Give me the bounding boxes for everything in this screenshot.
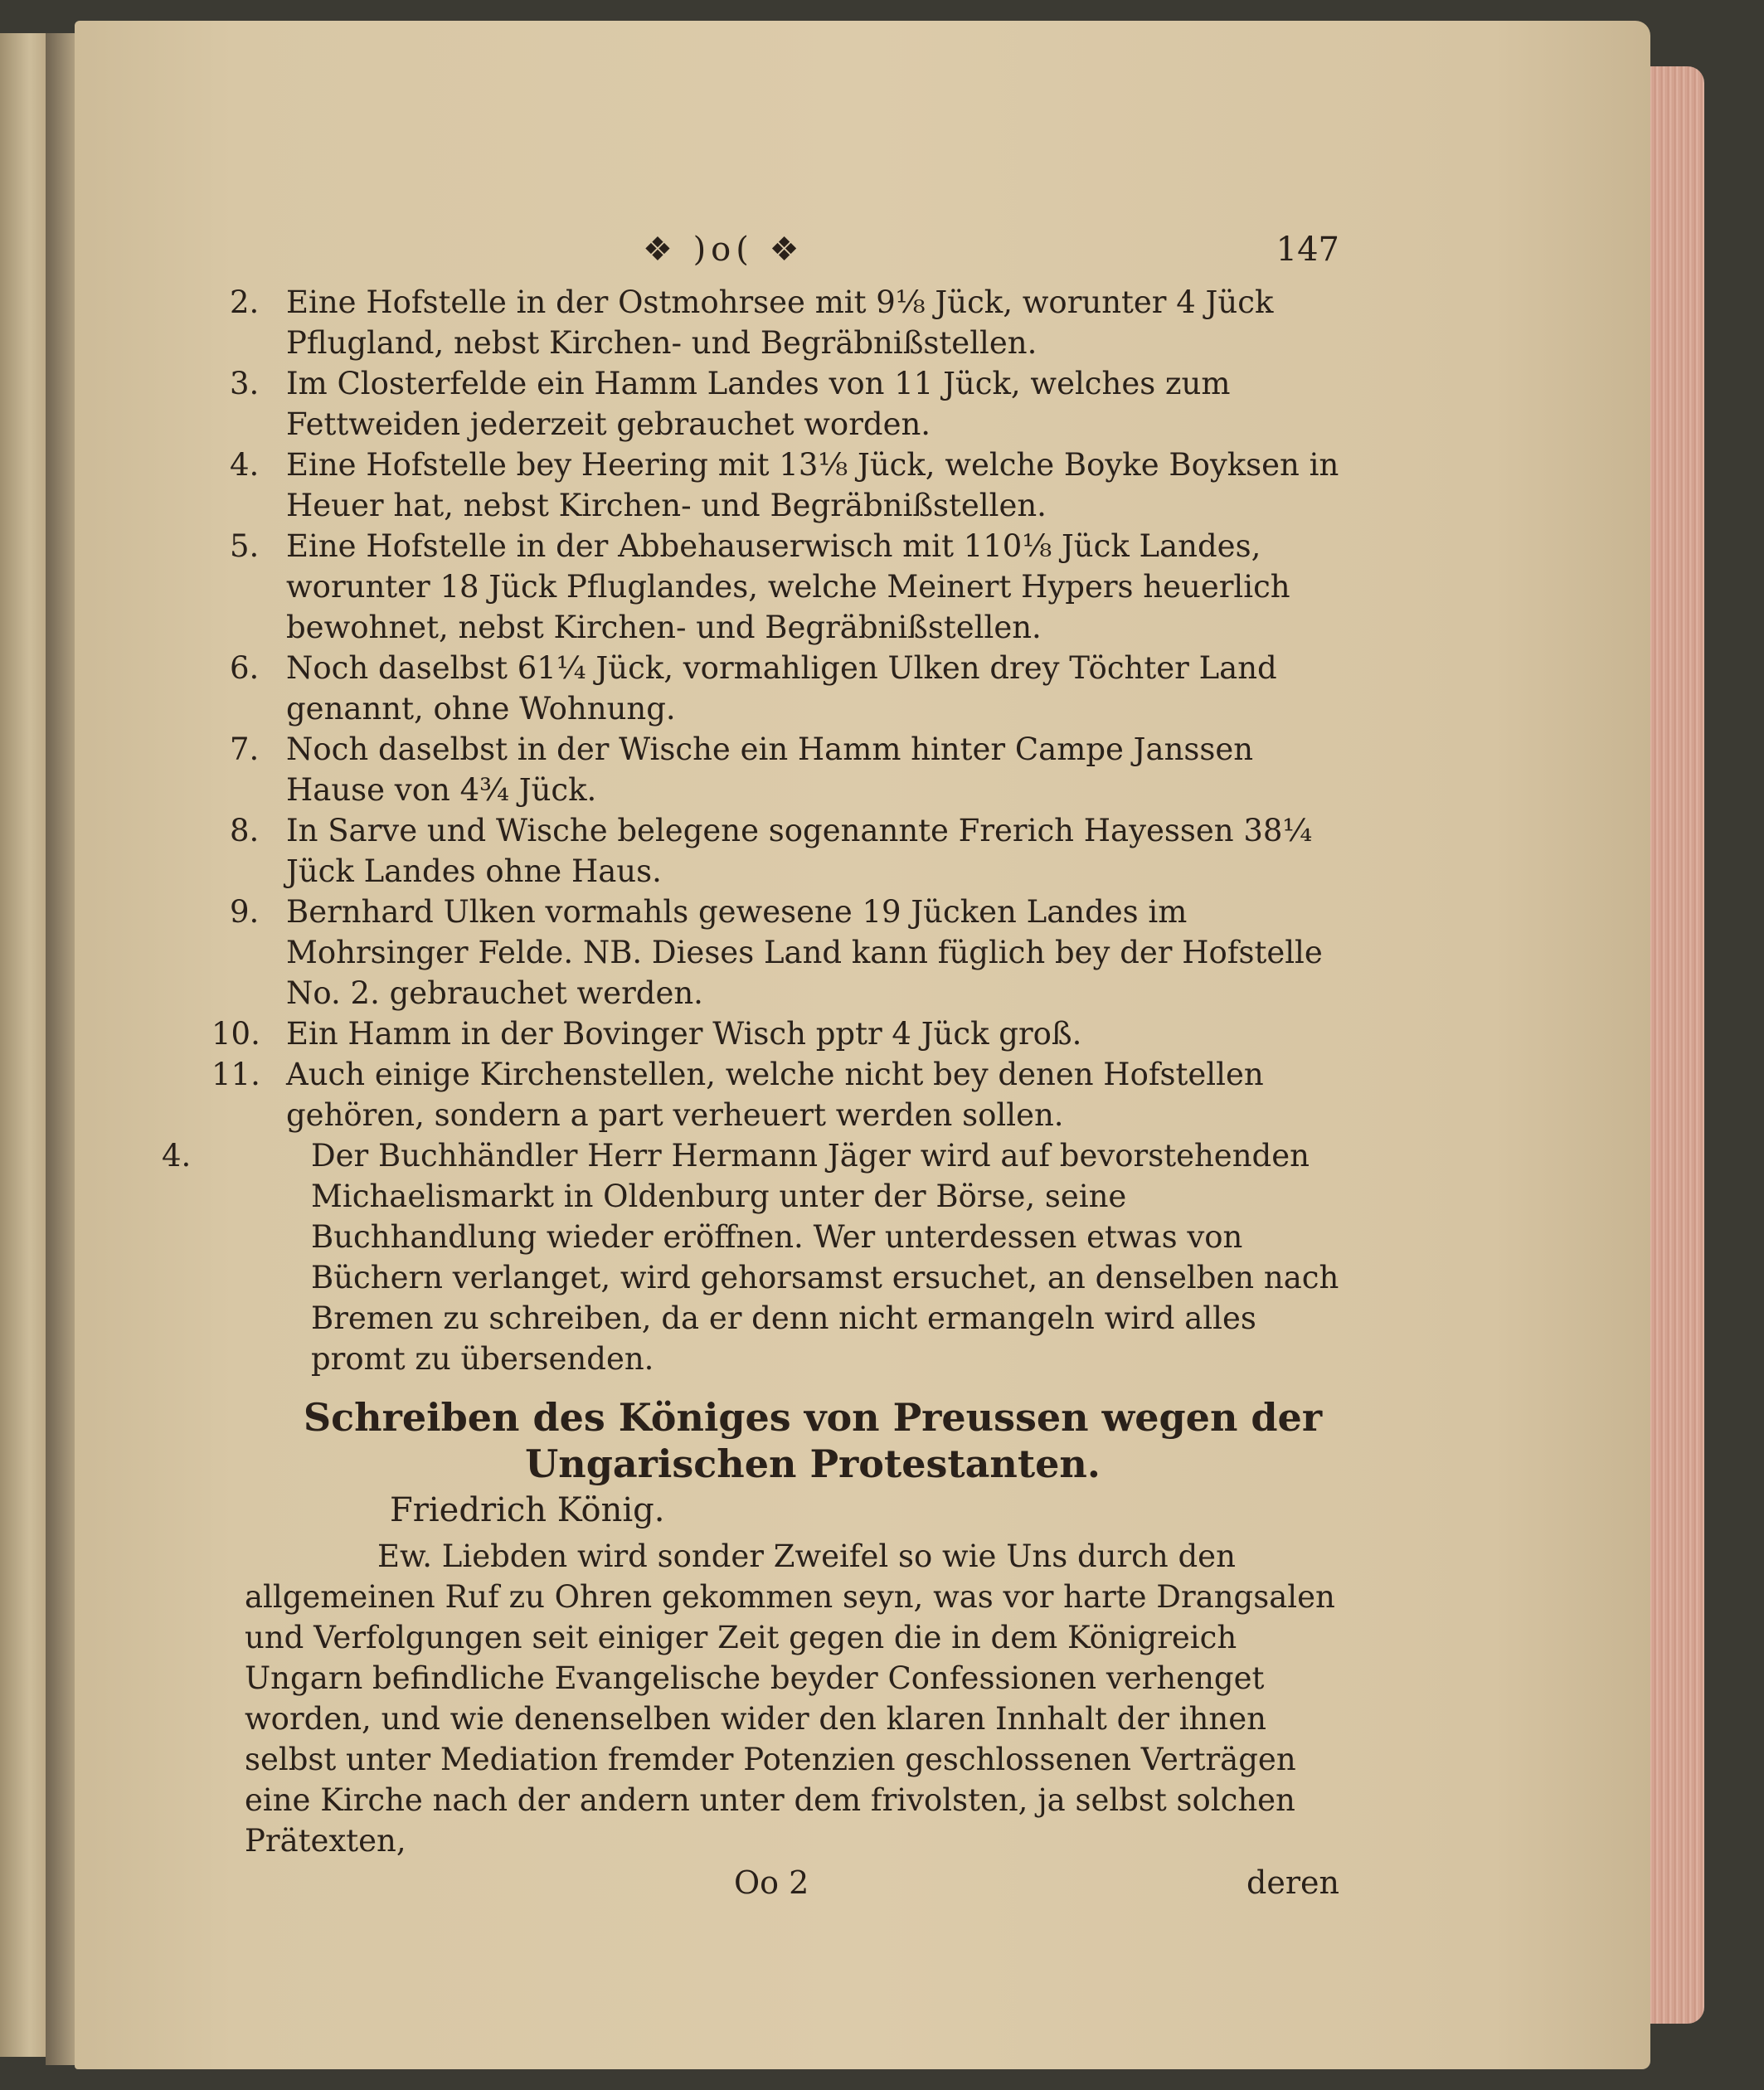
item-text: Ein Hamm in der Bovinger Wisch pptr 4 Jück groß. <box>286 1016 1082 1052</box>
list-item <box>211 282 1339 363</box>
item-text: Eine Hofstelle in der Abbehauserwisch mit 110⅛ Jück Landes, worunter 18 Jück Pfluglandes, welche Meinert Hypers heuerlich bewohnet, nebst Kirchen- und Begräbnißstellen. <box>286 528 1290 645</box>
header-ornament: ❖ )o( ❖ <box>643 231 804 269</box>
item-text: Noch daselbst 61¼ Jück, vormahligen Ulken drey Töchter Land genannt, ohne Wohnung. <box>286 650 1277 727</box>
letter-signature: Friedrich König. <box>390 1491 665 1529</box>
item-number: 8. <box>230 813 260 848</box>
notice-text: Der Buchhändler Herr Hermann Jäger wird auf bevorstehenden Michaelismarkt in Oldenburg unter der Börse, seine Buchhandlung wieder eröffnen. Wer unterdessen etwas von Büchern verlanget, wird gehorsamst ersuchet, an denselben nach Bremen zu schreiben, da er denn nicht ermangeln wird alles promt zu übersenden. <box>311 1138 1339 1377</box>
running-header <box>211 231 1339 272</box>
item-number: 10. <box>211 1016 260 1052</box>
item-number: 11. <box>211 1057 260 1092</box>
item-number: 6. <box>230 650 260 686</box>
catchword: deren <box>1246 1864 1339 1901</box>
item-text: In Sarve und Wische belegene sogenannte Frerich Hayessen 38¼ Jück Landes ohne Haus. <box>286 813 1313 889</box>
section-title: Schreiben des Königes von Preussen wegen der Ungarischen Protestanten. <box>303 1395 1323 1486</box>
list-item <box>211 810 1339 892</box>
item-number: 3. <box>230 366 260 401</box>
item-text: Im Closterfelde ein Hamm Landes von 11 Jück, welches zum Fettweiden jederzeit gebrauchet worden. <box>286 366 1231 442</box>
item-text: Bernhard Ulken vormahls gewesene 19 Jücken Landes im Mohrsinger Felde. NB. Dieses Land kann füglich bey der Hofstelle No. 2. gebrauchet werden. <box>286 894 1323 1011</box>
list-item <box>211 526 1339 648</box>
item-text: Eine Hofstelle bey Heering mit 13⅛ Jück, welche Boyke Boyksen in Heuer hat, nebst Kirchen- und Begräbnißstellen. <box>286 447 1339 523</box>
list-item <box>211 445 1339 526</box>
page-stack-edges <box>1646 66 1704 2024</box>
item-number: 2. <box>230 284 260 320</box>
item-number: 4. <box>230 447 260 483</box>
list-item <box>211 892 1339 1013</box>
item-text: Noch daselbst in der Wische ein Hamm hinter Campe Janssen Hause von 4¾ Jück. <box>286 732 1254 808</box>
item-number: 7. <box>230 732 260 767</box>
list-item <box>211 729 1339 810</box>
list-item <box>211 1013 1339 1054</box>
item-text: Eine Hofstelle in der Ostmohrsee mit 9⅛ Jück, worunter 4 Jück Pflugland, nebst Kirchen- und Begräbnißstellen. <box>286 284 1274 361</box>
list-item <box>211 648 1339 729</box>
item-number: 9. <box>230 894 260 930</box>
letter-body: Ew. Liebden wird sonder Zweifel so wie Uns durch den allgemeinen Ruf zu Ohren gekommen seyn, was vor harte Drangsalen und Verfolgungen seit einiger Zeit gegen die in dem Königreich Ungarn befindliche Evangelische beyder Confessionen verhenget worden, und wie denenselben wider den klaren Innhalt der ihnen selbst unter Mediation fremder Potenzien geschlossenen Verträgen eine Kirche nach der andern unter dem frivolsten, ja selbst solchen Prätexten, <box>245 1538 1335 1859</box>
item-number: 5. <box>230 528 260 564</box>
list-item <box>211 1054 1339 1135</box>
facing-page-edge <box>0 33 50 2057</box>
page-number: 147 <box>1276 231 1339 269</box>
book-gutter <box>46 33 79 2065</box>
item-text: Auch einige Kirchenstellen, welche nicht bey denen Hofstellen gehören, sondern a part verheuert werden sollen. <box>286 1057 1264 1133</box>
notice-item <box>162 1135 1339 1379</box>
notice-number: 4. <box>162 1138 192 1174</box>
signature-mark: Oo 2 <box>734 1864 809 1901</box>
page-text <box>162 282 1339 1904</box>
list-item <box>211 363 1339 445</box>
page-footer <box>211 1863 1339 1904</box>
